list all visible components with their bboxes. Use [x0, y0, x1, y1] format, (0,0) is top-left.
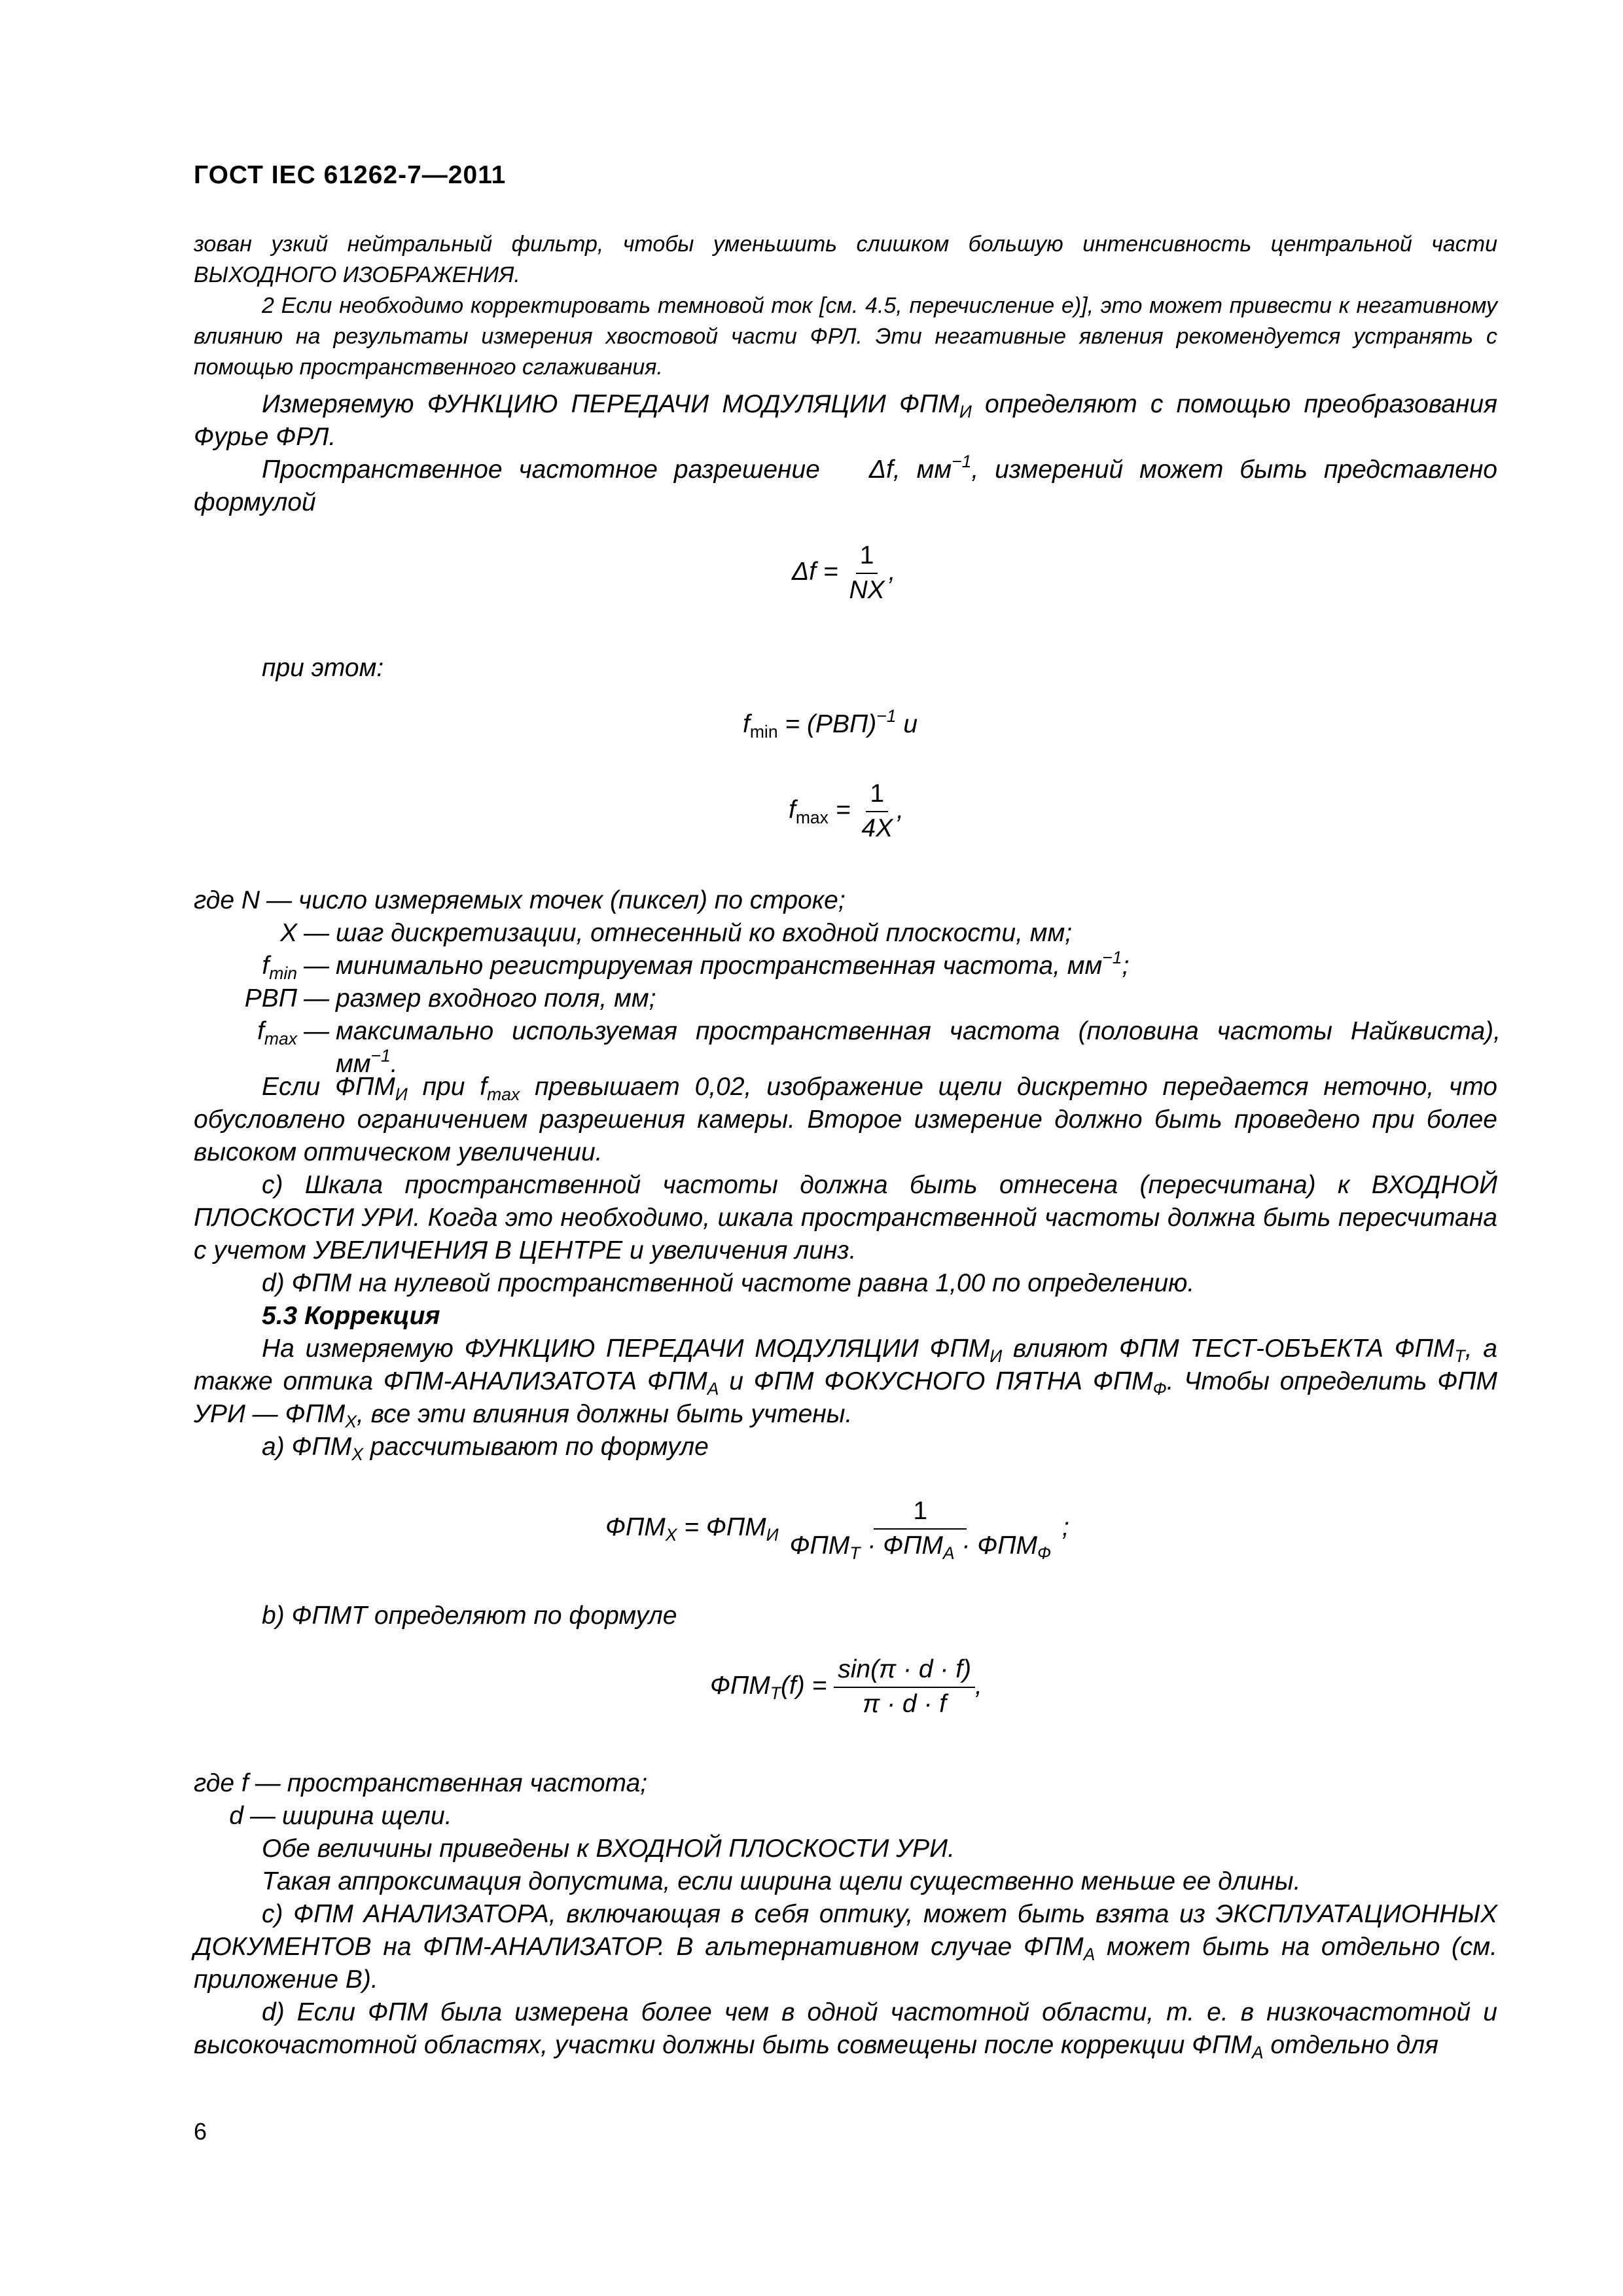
- para-c: с) Шкала пространственной частоты должна быть отнесена (пересчитана) к ВХОДНОЙ ПЛОСКОСТИ УРИ. Когда это необходимо, шкала пространственной частоты должна быть пересчитана с учетом УВЕЛИЧЕНИЯ В ЦЕНТРЕ и увеличения линз.: [194, 1171, 1497, 1265]
- def-d: d — ширина щели.: [229, 1802, 452, 1830]
- para-both: Обе величины приведены к ВХОДНОЙ ПЛОСКОСТИ УРИ.: [262, 1835, 955, 1863]
- pri-etom: при этом:: [262, 654, 384, 682]
- def-x: X — шаг дискретизации, отнесенный ко входной плоскости, мм;: [279, 919, 1073, 947]
- para-b: b) ФПМТ определяют по формуле: [262, 1602, 677, 1630]
- para-approx: Такая аппроксимация допустима, если ширина щели существенно меньше ее длины.: [262, 1867, 1301, 1895]
- def-f: где f — пространственная частота;: [194, 1769, 648, 1797]
- para-if: Если $ФПМ_И$ при $f_{max}$ превышает 0,02, изображение щели дискретно передается неточно, что обусловлено ограничением разрешения камеры. Второе измерение должно быть проведено при более высоком оптическом увеличении.: [194, 1073, 1497, 1166]
- body-text-2: [194, 1833, 1497, 2062]
- def-rvp: РВП — размер входного поля, мм;: [244, 984, 656, 1013]
- notes-block: [194, 229, 1497, 383]
- para-c2: с) ФПМ АНАЛИЗАТОРА, включающая в себя оптику, может быть взята из ЭКСПЛУАТАЦИОННЫХ ДОКУМЕНТОВ на ФПМ-АНАЛИЗАТОР. В альтернативном случае $ФПМ_А$ может быть на отдельно (см. приложение В).: [194, 1900, 1497, 1994]
- para-d2: d) Если ФПМ была измерена более чем в одной частотной области, т. е. в низкочастотной и высокочастотной областях, участки должны быть совмещены после коррекции $ФПМ_А$ отдельно для: [194, 1998, 1497, 2062]
- para-a: а) $ФПМ_X$ рассчитывают по формуле: [262, 1433, 709, 1464]
- note-continuation: зован узкий нейтральный фильтр, чтобы уменьшить слишком большую интенсивность центральной части ВЫХОДНОГО ИЗОБРАЖЕНИЯ.: [194, 232, 1497, 287]
- body-text: [194, 1071, 1497, 1463]
- section-heading: 5.3 Коррекция: [262, 1302, 440, 1330]
- resolution-paragraph: Пространственное частотное разрешение Δf, $мм^{-1}$, измерений может быть представлено формулой: [194, 452, 1497, 516]
- para-d: d) ФПМ на нулевой пространственной частоте равна 1,00 по определению.: [262, 1269, 1195, 1297]
- mtf-paragraph: Измеряемую ФУНКЦИЮ ПЕРЕДАЧИ МОДУЛЯЦИИ $ФПМ_И$ определяют с помощью преобразования Фурье ФРЛ. Пространственное частотное разрешение Δf, $мм^{-1}$, измерений может быть представлено формулой: [194, 388, 1497, 519]
- formula-fmax: $f_{max}$ = $\frac{1}{4X}$ ,: [789, 780, 904, 842]
- formula-delta-f: Δf = $\frac{1}{NX}$ ,: [792, 541, 896, 604]
- formula-mtf-x: $ФПМ_X = ФПМ_И$ $\frac{1}{ФПМ_Т \cdot ФПМ_А \cdot ФПМ_Ф}$ ;: [605, 1497, 1069, 1563]
- formula-fmin: $f_{min} = (РВП)^{-1}$ и: [743, 706, 918, 742]
- formula-mtf-t: $ФПМ_Т(f)$ = $\frac{\sin(\pi \cdot d \cdot f)}{\pi \cdot d \cdot f}$ ,: [710, 1655, 982, 1718]
- para-correction: На измеряемую ФУНКЦИЮ ПЕРЕДАЧИ МОДУЛЯЦИИ $ФПМ_И$ влияют ФПМ ТЕСТ-ОБЪЕКТА $ФПМ_Т$, а также оптика ФПМ-АНАЛИЗАТОТА $ФПМ_А$ и ФПМ ФОКУСНОГО ПЯТНА $ФПМ_Ф$. Чтобы определить ФПМ УРИ — $ФПМ_X$, все эти влияния должны быть учтены.: [194, 1335, 1497, 1431]
- definitions-list-2: [194, 1767, 647, 1833]
- document-header: ГОСТ IEC 61262-7—2011: [194, 161, 507, 189]
- note-2: 2 Если необходимо корректировать темновой ток [см. 4.5, перечисление е)], это может привести к негативному влиянию на результаты измерения хвостовой части ФРЛ. Эти негативные явления рекомендуется устранять с помощью пространственного сглаживания.: [194, 293, 1497, 380]
- def-n: где N — число измеряемых точек (пиксел) по строке;: [194, 886, 846, 914]
- page-number: 6: [194, 2118, 207, 2145]
- para-b-block: [194, 1600, 1497, 1632]
- definitions-list: [194, 884, 1501, 1081]
- def-fmin: $f_{min}$ — минимально регистрируемая пространственная частота, $мм^{-1}$;: [262, 948, 1130, 983]
- def-fmax: $f_{max}$ — максимально используемая пространственная частота (половина частоты Найквиста), $мм^{-1}$.: [257, 1017, 1501, 1078]
